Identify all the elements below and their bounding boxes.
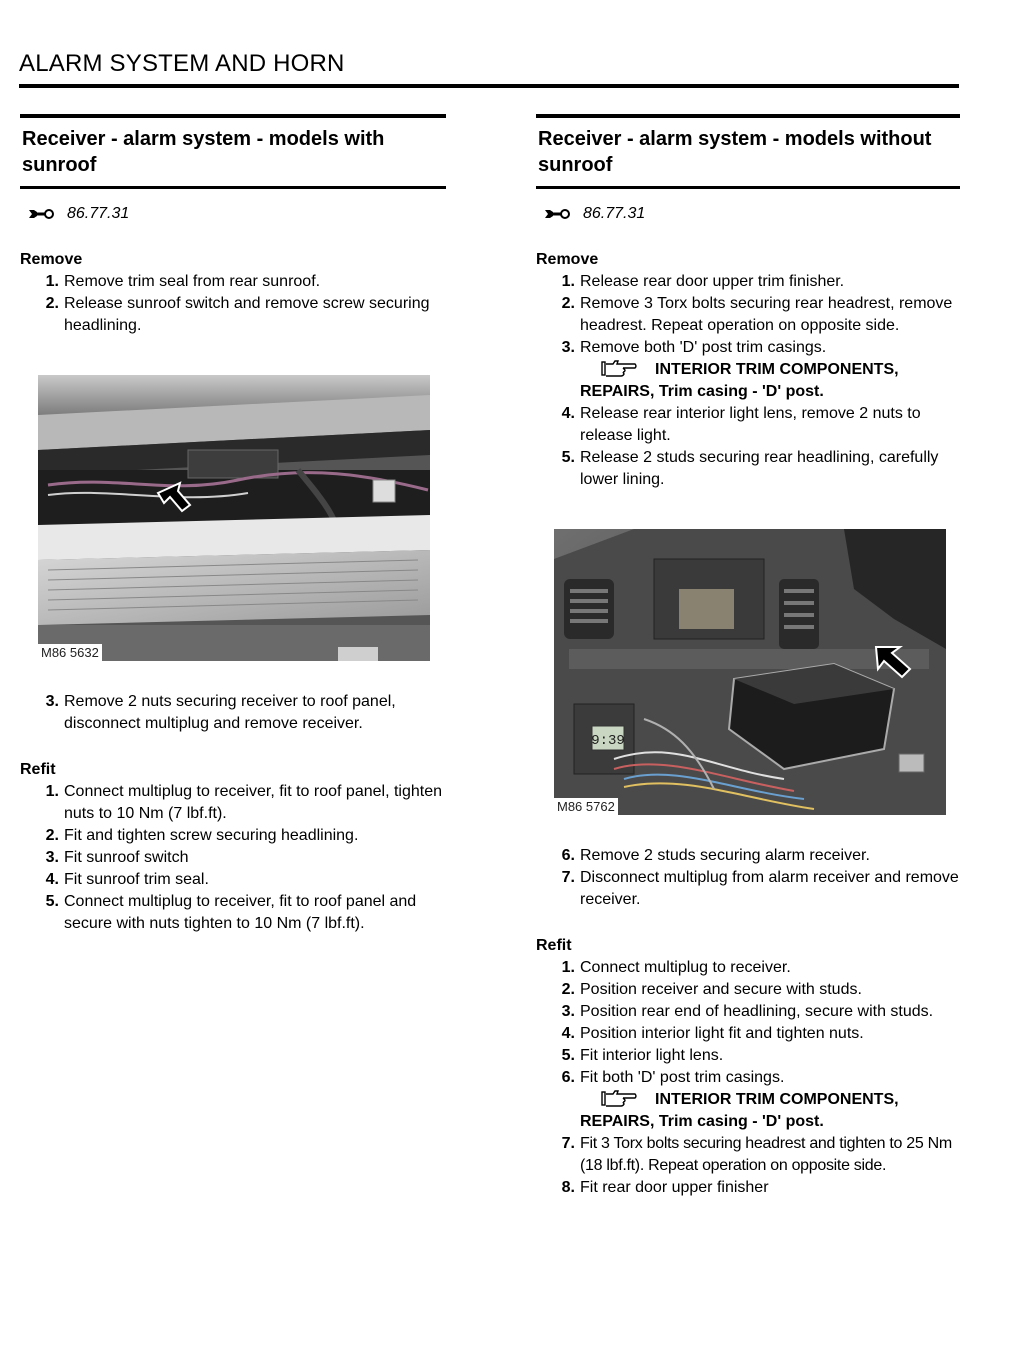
step-text [580, 1067, 962, 1133]
figure-label: M86 5762 [554, 798, 618, 815]
step-text: Connect multiplug to receiver, fit to roof panel and secure with nuts tighten to 10 Nm (7 lbf.ft). [64, 893, 417, 932]
cross-reference-text: INTERIOR TRIM COMPONENTS, REPAIRS, Trim casing - 'D' post. [580, 1091, 899, 1130]
roof-receiver-photo [38, 375, 430, 661]
list-item [536, 293, 962, 337]
step-number: 6. [561, 1069, 575, 1086]
right-column [536, 114, 962, 1199]
step-number: 7. [561, 1135, 575, 1152]
step-text: Remove 3 Torx bolts securing rear headrest, remove headrest. Repeat operation on opposite side. [580, 295, 953, 334]
page-title: ALARM SYSTEM AND HORN [19, 50, 345, 77]
list-item [536, 957, 962, 979]
right-remove-list [536, 271, 962, 491]
list-item [20, 847, 446, 869]
right-refit-list [536, 957, 962, 1199]
list-item [20, 891, 446, 935]
list-item [536, 403, 962, 447]
step-number: 2. [45, 295, 59, 312]
step-number: 5. [561, 449, 575, 466]
step-text: Release rear interior light lens, remove 2 nuts to release light. [580, 405, 921, 444]
cross-reference[interactable] [580, 359, 962, 403]
step-number: 8. [561, 1179, 575, 1196]
figure-label: M86 5632 [38, 644, 102, 661]
list-item [20, 691, 446, 735]
step-number: 1. [561, 959, 575, 976]
list-item [20, 271, 446, 293]
step-number: 2. [561, 295, 575, 312]
step-number: 3. [561, 339, 575, 356]
step-number: 2. [561, 981, 575, 998]
step-text: Fit sunroof switch [64, 849, 189, 866]
step-number: 1. [45, 783, 59, 800]
left-ref-number: 86.77.31 [67, 205, 130, 222]
pointing-hand-icon [601, 359, 639, 377]
step-text: Connect multiplug to receiver, fit to roof panel, tighten nuts to 10 Nm (7 lbf.ft). [64, 783, 442, 822]
step-text: Fit rear door upper finisher [580, 1179, 769, 1196]
left-remove-heading: Remove [20, 251, 83, 268]
step-text: Position rear end of headlining, secure with studs. [580, 1003, 934, 1020]
step-text [580, 337, 962, 403]
list-item [536, 1045, 962, 1067]
step-main-text: Remove both 'D' post trim casings. [580, 339, 827, 356]
list-item [536, 1001, 962, 1023]
left-ref [20, 203, 446, 225]
left-column [20, 114, 446, 935]
title-rule [19, 84, 959, 88]
step-text: Release 2 studs securing rear headlining, carefully lower lining. [580, 449, 939, 488]
pointing-hand-icon [601, 1089, 639, 1107]
list-item [536, 447, 962, 491]
list-item [536, 979, 962, 1001]
list-item [536, 271, 962, 293]
list-item [536, 845, 962, 867]
step-number: 4. [561, 405, 575, 422]
step-number: 7. [561, 869, 575, 886]
step-text: Disconnect multiplug from alarm receiver and remove receiver. [580, 869, 959, 908]
step-text: Position receiver and secure with studs. [580, 981, 862, 998]
right-remove-heading: Remove [536, 251, 599, 268]
list-item [20, 293, 446, 337]
step-number: 5. [45, 893, 59, 910]
left-remove-list [20, 271, 446, 337]
step-text: Fit and tighten screw securing headlining. [64, 827, 359, 844]
step-number: 3. [45, 693, 59, 710]
list-item [20, 781, 446, 825]
list-item [536, 1023, 962, 1045]
step-number: 4. [561, 1025, 575, 1042]
right-figure [554, 529, 946, 815]
list-item [20, 869, 446, 891]
list-item [536, 1177, 962, 1199]
dash-receiver-photo [554, 529, 946, 815]
step-number: 6. [561, 847, 575, 864]
step-number: 3. [45, 849, 59, 866]
step-text: Fit 3 Torx bolts securing headrest and tighten to 25 Nm (18 lbf.ft). Repeat operation on opposite side. [580, 1135, 952, 1174]
list-item [20, 825, 446, 847]
step-number: 1. [561, 273, 575, 290]
right-refit-heading: Refit [536, 937, 572, 954]
list-item [536, 337, 962, 403]
step-text: Connect multiplug to receiver. [580, 959, 791, 976]
step-text: Fit sunroof trim seal. [64, 871, 209, 888]
cross-reference-text: INTERIOR TRIM COMPONENTS, REPAIRS, Trim casing - 'D' post. [580, 361, 899, 400]
left-section-heading: Receiver - alarm system - models with sunroof [20, 114, 446, 189]
wrench-icon [28, 208, 54, 220]
step-main-text: Fit both 'D' post trim casings. [580, 1069, 785, 1086]
step-number: 4. [45, 871, 59, 888]
right-section-heading: Receiver - alarm system - models without sunroof [536, 114, 960, 189]
list-item [536, 1067, 962, 1133]
left-refit-heading: Refit [20, 761, 56, 778]
list-item [536, 1133, 962, 1177]
right-ref-number: 86.77.31 [583, 205, 646, 222]
step-text: Release rear door upper trim finisher. [580, 273, 845, 290]
step-text: Remove 2 nuts securing receiver to roof panel, disconnect multiplug and remove receiver. [64, 693, 396, 732]
step-text: Remove 2 studs securing alarm receiver. [580, 847, 870, 864]
step-text: Release sunroof switch and remove screw securing headlining. [64, 295, 430, 334]
step-text: Position interior light fit and tighten nuts. [580, 1025, 864, 1042]
cross-reference[interactable] [580, 1089, 962, 1133]
wrench-icon [544, 208, 570, 220]
step-text: Remove trim seal from rear sunroof. [64, 273, 321, 290]
left-refit-list [20, 781, 446, 935]
left-remove-list-continued [20, 691, 446, 735]
step-number: 3. [561, 1003, 575, 1020]
step-number: 2. [45, 827, 59, 844]
right-ref [536, 203, 962, 225]
right-remove-list-continued [536, 845, 962, 911]
step-text: Fit interior light lens. [580, 1047, 724, 1064]
list-item [536, 867, 962, 911]
step-number: 1. [45, 273, 59, 290]
left-figure [38, 375, 430, 661]
clock-display: 9:39 [591, 733, 625, 749]
step-number: 5. [561, 1047, 575, 1064]
